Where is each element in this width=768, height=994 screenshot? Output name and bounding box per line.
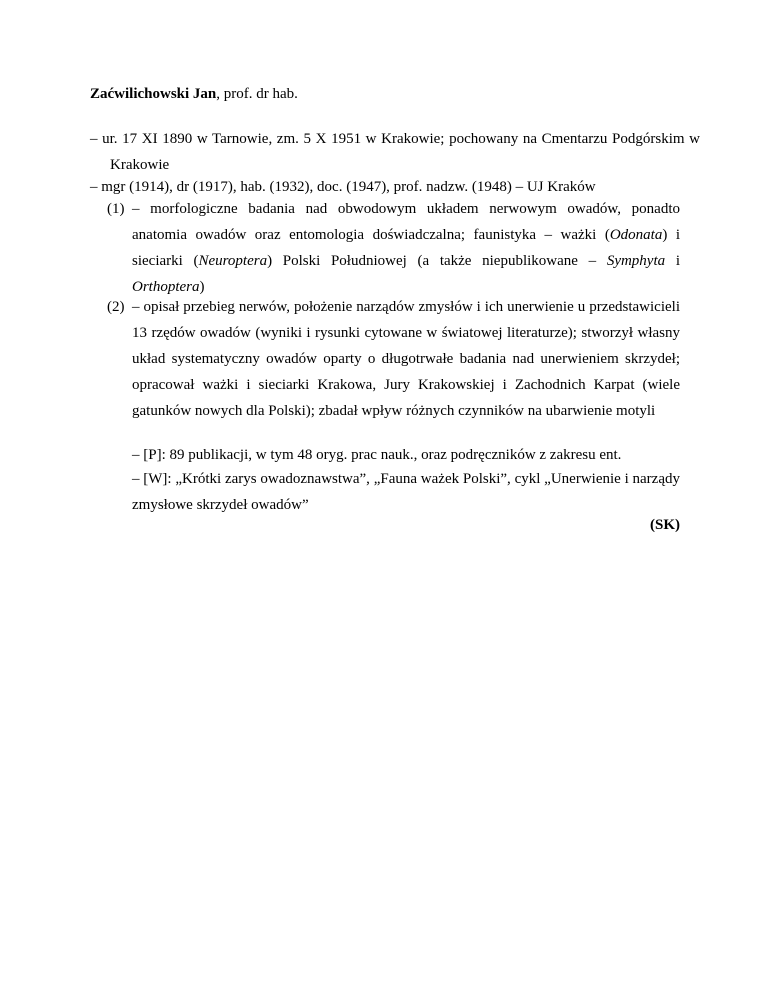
works-line: – [W]: „Krótki zarys owadoznawstwa”, „Fauna ważek Polski”, cykl „Unerwienie i narządy zmysłowe skrzydeł owadów” (132, 471, 680, 513)
taxon-symphyta: Symphyta (606, 253, 666, 269)
research-section-1 (107, 196, 680, 300)
taxon-neuroptera: Neuroptera (198, 253, 268, 269)
section-2-text: – opisał przebieg nerwów, położenie narządów zmysłów i ich unerwienie u przedstawicieli 13 rzędów owadów (wyniki i rysunki cytowane w światowej literaturze); stworzył własny układ systematyczny owadów oparty o długotrwałe badania nad unerwieniem skrzydeł; opracował ważki i sieciarki Krakowa, Jury Krakowskiej i Zachodnich Karpat (wiele gatunków nowych dla Polski); zbadał wpływ różnych czynników na ubarwienie motyli (132, 299, 680, 419)
person-name: Zaćwilichowski Jan (90, 86, 217, 102)
entry-heading (90, 84, 298, 104)
section-1-text: – morfologiczne badania nad obwodowym układem nerwowym owadów, ponadto anatomia owadów oraz entomologia doświadczalna; faunistyka – ważki (Odonata) i sieciarki (Neuroptera) Polski Południowej (a także niepublikowane – Symphyta i Orthoptera) (132, 201, 680, 295)
research-section-2 (107, 294, 680, 424)
author-signature: (SK) (650, 517, 680, 533)
degrees-entry: – mgr (1914), dr (1917), hab. (1932), doc. (1947), prof. nadzw. (1948) – UJ Kraków (90, 179, 596, 195)
person-title: , prof. dr hab. (216, 86, 298, 102)
taxon-odonata: Odonata (609, 227, 663, 243)
birth-death-entry: – ur. 17 XI 1890 w Tarnowie, zm. 5 X 1951 w Krakowie; pochowany na Cmentarzu Podgórskim w Krakowie (90, 131, 700, 173)
section-2-label: (2) (107, 299, 125, 315)
section-1-label: (1) (107, 201, 125, 217)
publications-line: – [P]: 89 publikacji, w tym 48 oryg. prac nauk., oraz podręczników z zakresu ent. (132, 447, 622, 463)
taxon-orthoptera: Orthoptera (132, 279, 200, 295)
